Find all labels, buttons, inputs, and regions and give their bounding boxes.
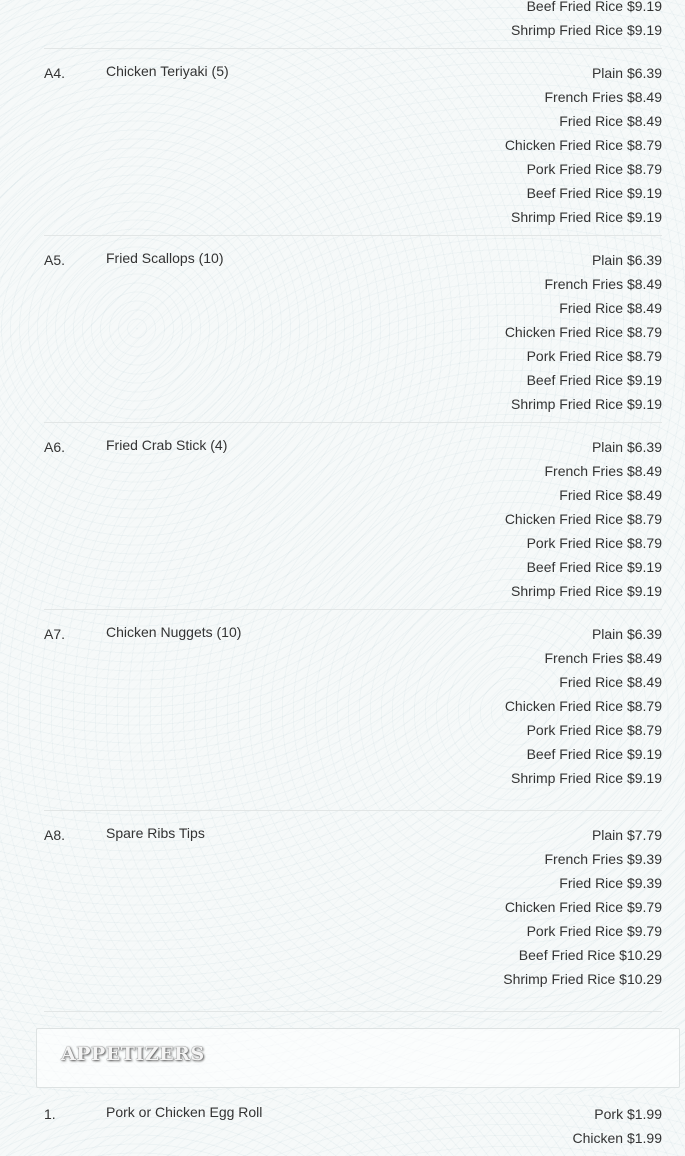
item-number: A4. bbox=[44, 65, 66, 81]
price-option[interactable]: Fried Rice $8.49 bbox=[559, 487, 662, 503]
price-option[interactable]: Fried Rice $8.49 bbox=[559, 674, 662, 690]
section-title: APPETIZERS bbox=[61, 1043, 205, 1065]
price-option[interactable]: French Fries $8.49 bbox=[544, 89, 662, 105]
price-option[interactable]: Chicken Fried Rice $9.79 bbox=[504, 899, 662, 915]
price-option[interactable]: Beef Fried Rice $9.19 bbox=[526, 559, 662, 575]
price-option[interactable]: Shrimp Fried Rice $9.19 bbox=[511, 396, 662, 412]
menu-item-partial bbox=[44, 0, 662, 49]
price-option[interactable]: Shrimp Fried Rice $9.19 bbox=[511, 209, 662, 225]
price-option[interactable]: Beef Fried Rice $10.29 bbox=[518, 947, 662, 963]
item-name: Fried Crab Stick (4) bbox=[106, 437, 228, 453]
price-option[interactable]: French Fries $8.49 bbox=[544, 463, 662, 479]
price-option[interactable]: Shrimp Fried Rice $9.19 bbox=[511, 583, 662, 599]
price-option[interactable]: French Fries $8.49 bbox=[544, 650, 662, 666]
price-option[interactable]: French Fries $8.49 bbox=[544, 276, 662, 292]
price-option[interactable]: Shrimp Fried Rice $9.19 bbox=[511, 22, 662, 38]
menu-item bbox=[44, 811, 662, 1012]
menu-item bbox=[44, 610, 662, 811]
item-number: A8. bbox=[44, 827, 66, 843]
item-name: Fried Scallops (10) bbox=[106, 250, 224, 266]
price-option[interactable]: Shrimp Fried Rice $9.19 bbox=[511, 770, 662, 786]
price-option[interactable]: Chicken Fried Rice $8.79 bbox=[504, 324, 662, 340]
price-option[interactable]: Beef Fried Rice $9.19 bbox=[526, 746, 662, 762]
price-option[interactable]: Chicken Fried Rice $8.79 bbox=[504, 137, 662, 153]
price-option[interactable]: Shrimp Fried Rice $10.29 bbox=[503, 971, 662, 987]
price-option[interactable]: Plain $6.39 bbox=[591, 626, 662, 642]
menu-item bbox=[44, 49, 662, 236]
price-option[interactable]: French Fries $9.39 bbox=[544, 851, 662, 867]
price-option[interactable]: Pork $1.99 bbox=[594, 1106, 662, 1122]
menu-item bbox=[44, 1088, 662, 1156]
price-option[interactable]: Beef Fried Rice $9.19 bbox=[526, 185, 662, 201]
price-option[interactable]: Chicken Fried Rice $8.79 bbox=[504, 511, 662, 527]
price-option[interactable]: Plain $7.79 bbox=[591, 827, 662, 843]
price-option[interactable]: Plain $6.39 bbox=[591, 439, 662, 455]
price-option[interactable]: Chicken Fried Rice $8.79 bbox=[504, 698, 662, 714]
item-number: A6. bbox=[44, 439, 66, 455]
price-option[interactable]: Plain $6.39 bbox=[591, 65, 662, 81]
price-option[interactable]: Pork Fried Rice $9.79 bbox=[526, 923, 662, 939]
item-name: Chicken Nuggets (10) bbox=[106, 624, 242, 640]
item-name: Chicken Teriyaki (5) bbox=[106, 63, 229, 79]
menu-item bbox=[44, 236, 662, 423]
price-option[interactable]: Pork Fried Rice $8.79 bbox=[526, 535, 662, 551]
price-option[interactable]: Plain $6.39 bbox=[591, 252, 662, 268]
menu-item bbox=[44, 423, 662, 610]
price-list bbox=[44, 811, 662, 1011]
section-header-appetizers bbox=[36, 1028, 680, 1088]
item-name: Spare Ribs Tips bbox=[106, 825, 205, 841]
price-option[interactable]: Fried Rice $8.49 bbox=[559, 300, 662, 316]
price-list bbox=[44, 610, 662, 810]
price-option[interactable]: Chicken $1.99 bbox=[572, 1130, 662, 1146]
price-list bbox=[44, 0, 662, 48]
price-list bbox=[44, 1088, 662, 1156]
price-option[interactable]: Pork Fried Rice $8.79 bbox=[526, 722, 662, 738]
price-option[interactable]: Fried Rice $8.49 bbox=[559, 113, 662, 129]
price-option[interactable]: Beef Fried Rice $9.19 bbox=[526, 372, 662, 388]
item-number: 1. bbox=[44, 1106, 56, 1122]
price-option[interactable]: Fried Rice $9.39 bbox=[559, 875, 662, 891]
item-name: Pork or Chicken Egg Roll bbox=[106, 1104, 263, 1120]
item-number: A5. bbox=[44, 252, 66, 268]
price-option[interactable]: Pork Fried Rice $8.79 bbox=[526, 161, 662, 177]
item-number: A7. bbox=[44, 626, 66, 642]
price-option[interactable]: Pork Fried Rice $8.79 bbox=[526, 348, 662, 364]
price-option[interactable]: Beef Fried Rice $9.19 bbox=[526, 0, 662, 14]
